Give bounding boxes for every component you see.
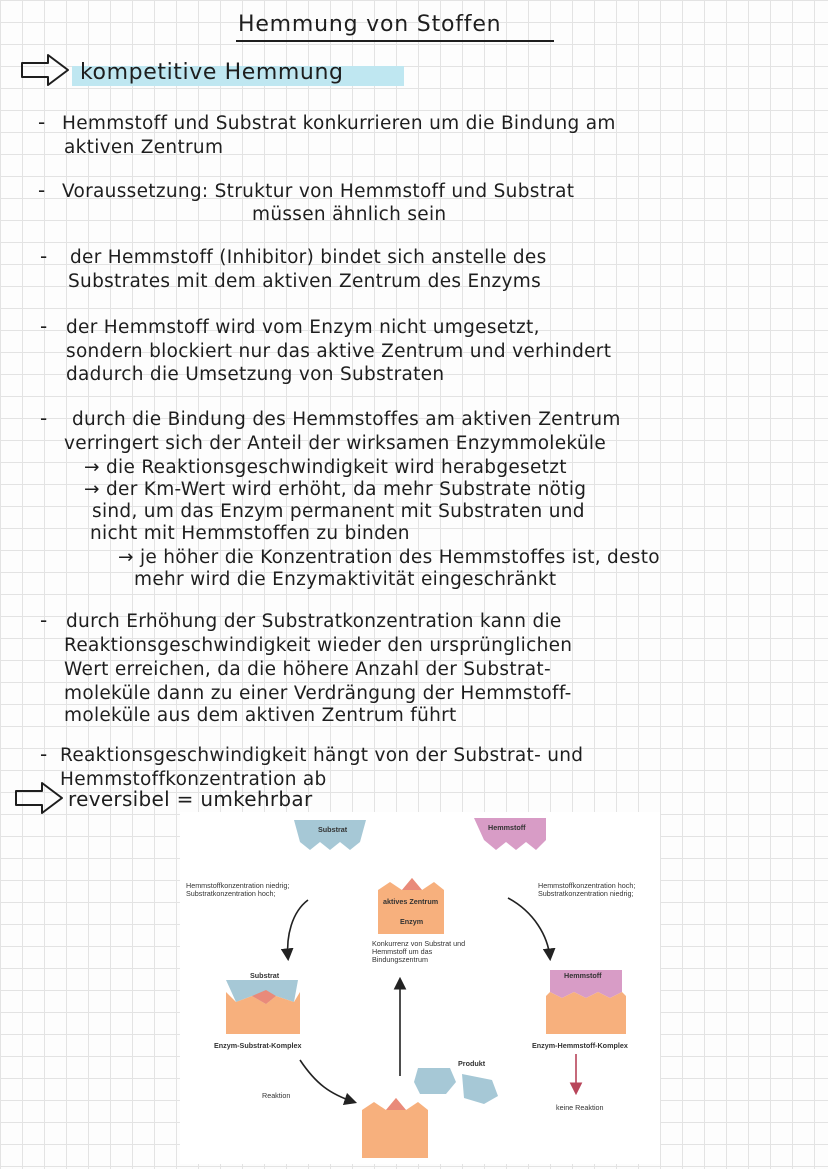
bullet-4-line-1: der Hemmstoff wird vom Enzym nicht umgesetzt, xyxy=(66,317,540,338)
label-hemmstoff-bound: Hemmstoff xyxy=(564,971,602,980)
product-molecule xyxy=(462,1074,498,1104)
right-note-2: Substratkonzentration niedrig; xyxy=(538,889,634,898)
arrow xyxy=(508,898,550,958)
competition-note-1: Konkurrenz von Substrat und xyxy=(372,939,466,948)
outline-arrow-icon xyxy=(14,780,66,816)
competition-note-2: Hemmstoff um das xyxy=(372,947,433,956)
bullet-5-line-5: sind, um das Enzym permanent mit Substraten und xyxy=(92,501,585,522)
bullet-4-line-3: dadurch die Umsetzung von Substraten xyxy=(66,364,445,385)
active-site xyxy=(402,878,422,890)
product-molecule xyxy=(414,1068,456,1094)
bullet-dash: - xyxy=(40,244,48,268)
title-underline xyxy=(236,40,554,42)
label-es-complex: Enzym-Substrat-Komplex xyxy=(214,1041,302,1050)
bullet-1-line-1: Hemmstoff und Substrat konkurrieren um die Bindung am xyxy=(62,113,616,134)
bullet-dash: - xyxy=(40,314,48,338)
bullet-6-line-1: durch Erhöhung der Substratkonzentration kann die xyxy=(66,611,562,632)
left-note-1: Hemmstoffkonzentration niedrig; xyxy=(186,881,290,890)
bullet-7-line-2: Hemmstoffkonzentration ab xyxy=(60,769,327,790)
conclusion: reversibel = umkehrbar xyxy=(68,787,313,811)
bullet-5-line-2: verringert sich der Anteil der wirksamen Enzymmoleküle xyxy=(64,433,607,454)
bullet-5-line-8: mehr wird die Enzymaktivität eingeschränkt xyxy=(134,569,557,590)
competition-note-3: Bindungszentrum xyxy=(372,955,428,964)
bullet-3-line-1: der Hemmstoff (Inhibitor) bindet sich anstelle des xyxy=(70,247,547,268)
bullet-6-line-2: Reaktionsgeschwindigkeit wieder den ursprünglichen xyxy=(64,635,573,656)
label-reaction: Reaktion xyxy=(262,1091,291,1100)
bullet-dash: - xyxy=(40,608,48,632)
bullet-6-line-5: moleküle aus dem aktiven Zentrum führt xyxy=(64,705,457,726)
label-substrat-bound: Substrat xyxy=(250,971,280,980)
label-hemmstoff-top: Hemmstoff xyxy=(488,823,526,832)
bullet-1-line-2: aktiven Zentrum xyxy=(64,137,224,158)
bullet-7-line-1: Reaktionsgeschwindigkeit hängt von der Substrat- und xyxy=(60,745,584,766)
arrow xyxy=(300,1060,354,1102)
bullet-4-line-2: sondern blockiert nur das aktive Zentrum und verhindert xyxy=(66,341,612,362)
outline-arrow-icon xyxy=(20,52,72,88)
bullet-dash: - xyxy=(38,178,46,202)
left-note-2: Substratkonzentration hoch; xyxy=(186,889,276,898)
label-active-site: aktives Zentrum xyxy=(383,897,439,906)
bullet-2-line-2: müssen ähnlich sein xyxy=(252,204,447,225)
bullet-3-line-2: Substrates mit dem aktiven Zentrum des Enzyms xyxy=(68,271,542,292)
arrow xyxy=(288,900,308,958)
label-no-reaction: keine Reaktion xyxy=(556,1103,604,1112)
right-note-1: Hemmstoffkonzentration hoch; xyxy=(538,881,636,890)
bullet-5-line-6: nicht mit Hemmstoffen zu binden xyxy=(90,523,410,544)
label-enzyme: Enzym xyxy=(400,917,424,926)
label-substrat-top: Substrat xyxy=(318,825,348,834)
bullet-5-line-4: → der Km-Wert wird erhöht, da mehr Substrate nötig xyxy=(84,479,587,500)
bullet-2-line-1: Voraussetzung: Struktur von Hemmstoff und Substrat xyxy=(62,181,575,202)
label-product: Produkt xyxy=(458,1059,486,1068)
bullet-6-line-4: moleküle dann zu einer Verdrängung der Hemmstoff- xyxy=(64,683,572,704)
page-title: Hemmung von Stoffen xyxy=(238,12,502,37)
bullet-dash: - xyxy=(38,110,46,134)
bullet-5-line-1: durch die Bindung des Hemmstoffes am aktiven Zentrum xyxy=(72,409,621,430)
bullet-5-line-7: → je höher die Konzentration des Hemmstoffes ist, desto xyxy=(118,547,660,568)
bullet-dash: - xyxy=(40,742,48,766)
competitive-inhibition-diagram xyxy=(180,812,660,1164)
label-ei-complex: Enzym-Hemmstoff-Komplex xyxy=(532,1041,628,1050)
bullet-dash: - xyxy=(40,406,48,430)
enzyme-inhibitor-complex xyxy=(546,992,626,1034)
bullet-5-line-3: → die Reaktionsgeschwindigkeit wird herabgesetzt xyxy=(84,457,567,478)
section-heading: kompetitive Hemmung xyxy=(80,60,344,85)
bullet-6-line-3: Wert erreichen, da die höhere Anzahl der Substrat- xyxy=(64,659,551,680)
